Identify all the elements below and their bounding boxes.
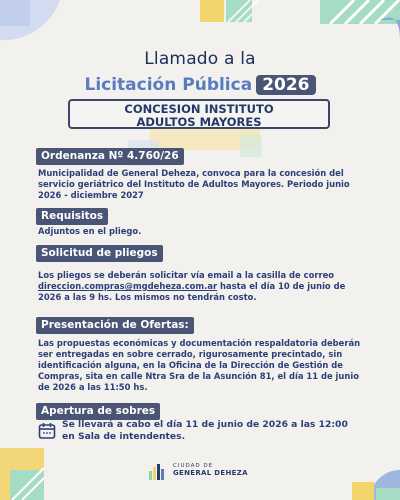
solicitud-text-after: hasta el día 10 de junio de 2026 a las 9 hs. Los mismos no tendrán costo.: [38, 281, 346, 302]
requisitos-text: Adjuntos en el pliego.: [38, 226, 142, 236]
ordenanza-text: Municipalidad de General Deheza, convoca para la concesión del servicio geriátrico del Instituto de Adultos Mayores. Periodo junio 2026 - diciembre 2027: [38, 168, 350, 200]
logo-text-big: GENERAL DEHEZA: [173, 469, 248, 477]
concession-box: [68, 99, 330, 129]
title-line-1: Llamado a la: [144, 49, 256, 69]
solicitud-heading: Solicitud de pliegos: [36, 245, 163, 262]
solicitud-text-before: Los pliegos se deberán solicitar vía email a la casilla de correo: [38, 270, 335, 280]
presentacion-heading: Presentación de Ofertas:: [36, 317, 194, 334]
requisitos-heading: Requisitos: [36, 208, 108, 225]
apertura-heading: Apertura de sobres: [36, 403, 160, 420]
concession-line-1: CONCESION INSTITUTO: [124, 102, 274, 116]
municipality-logo: [147, 460, 257, 484]
concession-line-2: ADULTOS MAYORES: [136, 115, 262, 129]
title-licitacion: Licitación Pública: [84, 75, 253, 95]
title-line-2: [0, 75, 400, 95]
calendar-icon: [38, 422, 56, 440]
solicitud-email-link[interactable]: direccion.compras@mgdeheza.com.ar: [38, 281, 218, 291]
presentacion-text: Las propuestas económicas y documentación respaldatoria deberán ser entregadas en sobre cerrado, rigurosamente precintado, sin identificación alguna, en la Oficina de la Dirección de Gestión de Compras, sita en calle Ntra Sra de la Asunción 81, el día 11 de junio de 2026 a las 11:50 hs.: [38, 338, 361, 392]
apertura-text: Se llevará a cabo el día 11 de junio de 2026 a las 12:00 en Sala de intendentes.: [62, 419, 348, 442]
solicitud-text: [38, 270, 364, 303]
title-year-badge: 2026: [256, 75, 315, 95]
logo-text-small: CIUDAD DE: [173, 463, 214, 469]
logo-mark-icon: [147, 461, 169, 483]
ordenanza-heading: Ordenanza Nº 4.760/26: [36, 148, 184, 165]
